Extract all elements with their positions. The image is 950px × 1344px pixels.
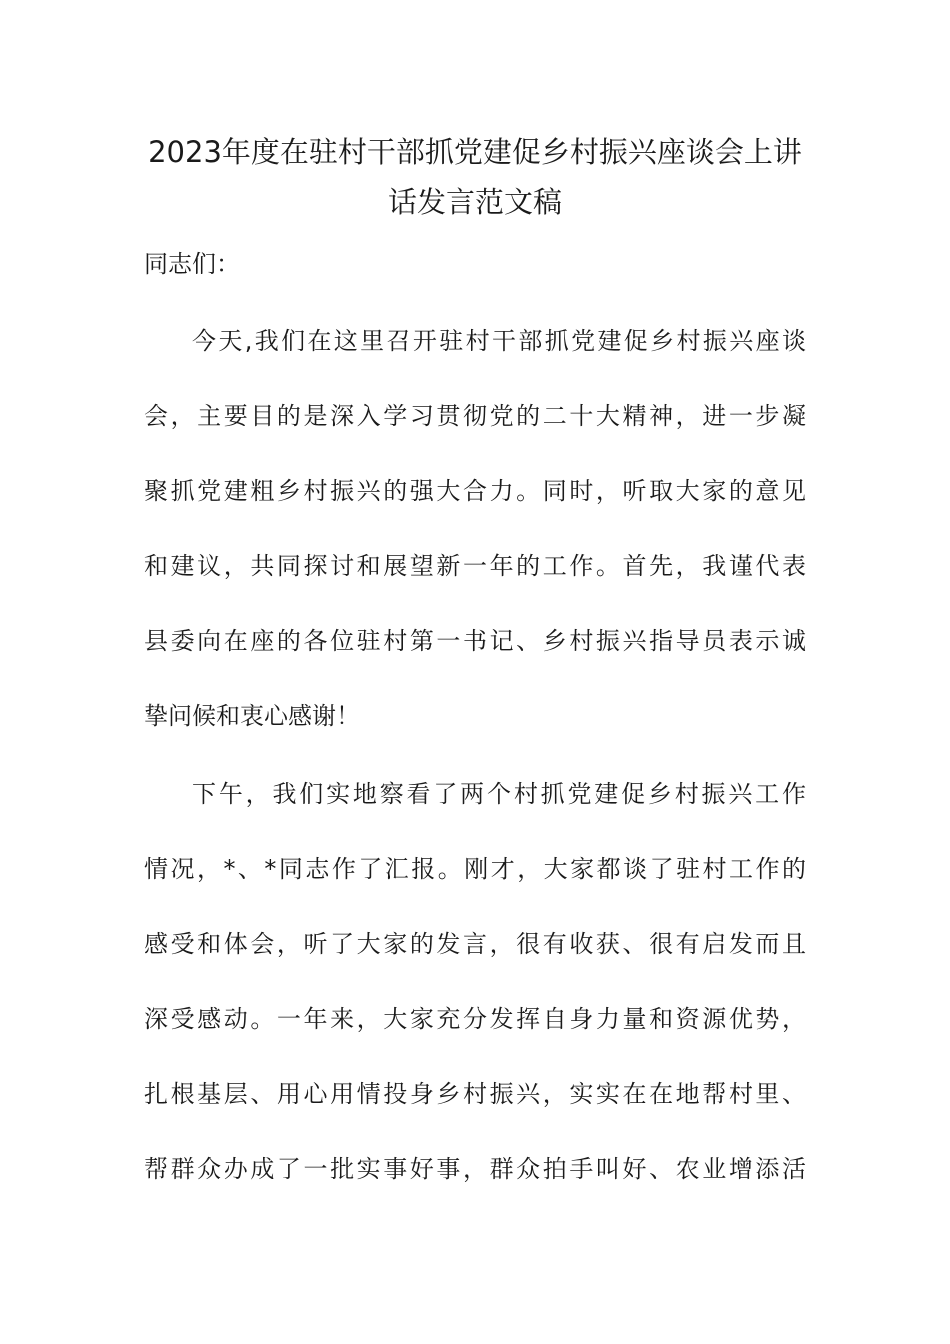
paragraph-2-line-4: 深受感动。一年来，大家充分发挥自身力量和资源优势， xyxy=(144,1005,806,1033)
document-title-line-1: 2023年度在驻村干部抓党建促乡村振兴座谈会上讲 xyxy=(148,135,802,169)
document-title-line-2: 话发言范文稿 xyxy=(387,185,562,219)
paragraph-1-line-5: 县委向在座的各位驻村第一书记、乡村振兴指导员表示诚 xyxy=(144,627,806,655)
paragraph-1-line-1: 今天,我们在这里召开驻村干部抓党建促乡村振兴座谈 xyxy=(192,327,806,355)
paragraph-1-line-4: 和建议，共同探讨和展望新一年的工作。首先，我谨代表 xyxy=(144,552,806,580)
paragraph-2-line-2: 情况，*、*同志作了汇报。刚才，大家都谈了驻村工作的 xyxy=(144,855,806,883)
paragraph-2-line-3: 感受和体会，听了大家的发言，很有收获、很有启发而且 xyxy=(144,930,806,958)
paragraph-1-line-3: 聚抓党建粗乡村振兴的强大合力。同时，听取大家的意见 xyxy=(144,477,806,505)
paragraph-2-line-5: 扎根基层、用心用情投身乡村振兴，实实在在地帮村里、 xyxy=(144,1080,806,1108)
paragraph-1-line-2: 会，主要目的是深入学习贯彻党的二十大精神，进一步凝 xyxy=(144,402,806,430)
paragraph-1-line-6: 挚问候和衷心感谢！ xyxy=(144,702,360,730)
salutation: 同志们： xyxy=(144,250,240,278)
paragraph-2-line-1: 下午，我们实地察看了两个村抓党建促乡村振兴工作 xyxy=(192,780,806,808)
paragraph-2-line-6: 帮群众办成了一批实事好事，群众拍手叫好、农业增添活 xyxy=(144,1155,806,1183)
